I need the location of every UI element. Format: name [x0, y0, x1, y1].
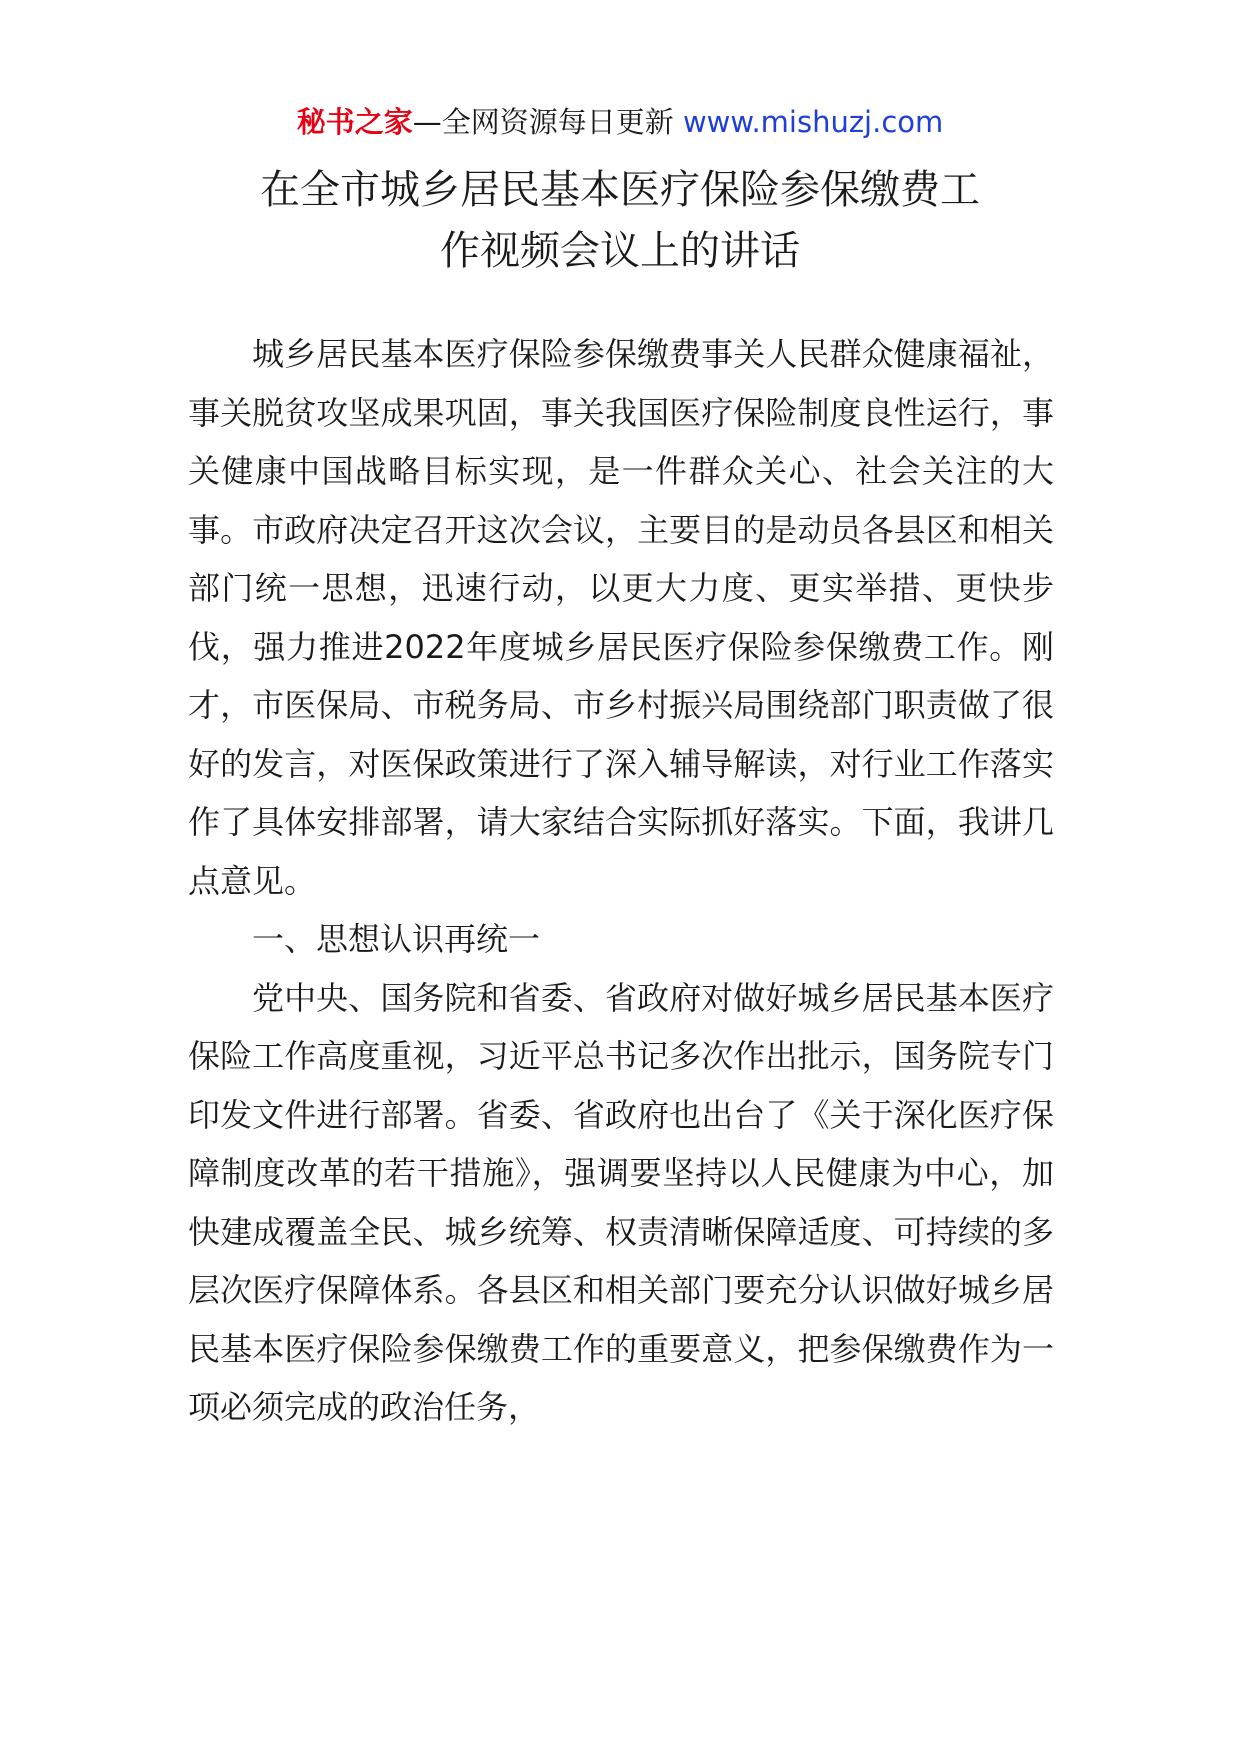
document-body	[188, 325, 1054, 1437]
body-paragraph-intro: 城乡居民基本医疗保险参保缴费事关人民群众健康福祉，事关脱贫攻坚成果巩固，事关我国医疗保险制度良性运行，事关健康中国战略目标实现，是一件群众关心、社会关注的大事。市政府决定召开这次会议，主要目的是动员各县区和相关部门统一思想，迅速行动，以更大力度、更实举措、更快步伐，强力推进2022年度城乡居民医疗保险参保缴费工作。刚才，市医保局、市税务局、市乡村振兴局围绕部门职责做了很好的发言，对医保政策进行了深入辅导解读，对行业工作落实作了具体安排部署，请大家结合实际抓好落实。下面，我讲几点意见。	[188, 335, 1054, 900]
brand-name: 秘书之家	[296, 105, 413, 139]
section-heading-1: 一、思想认识再统一	[252, 920, 541, 958]
body-paragraph-section-1: 党中央、国务院和省委、省政府对做好城乡居民基本医疗保险工作高度重视，习近平总书记多次作出批示，国务院专门印发文件进行部署。省委、省政府也出台了《关于深化医疗保障制度改革的若干措施》，强调要坚持以人民健康为中心，加快建成覆盖全民、城乡统筹、权责清晰保障适度、可持续的多层次医疗保障体系。各县区和相关部门要充分认识做好城乡居民基本医疗保险参保缴费工作的重要意义，把参保缴费作为一项必须完成的政治任务，	[188, 978, 1054, 1426]
site-url-link[interactable]: www.mishuzj.com	[682, 105, 944, 139]
site-header	[0, 102, 1240, 142]
document-title	[185, 160, 1055, 282]
title-line-1: 在全市城乡居民基本医疗保险参保缴费工	[260, 167, 980, 213]
title-line-2: 作视频会议上的讲话	[440, 228, 800, 274]
header-tagline: —全网资源每日更新	[412, 105, 683, 139]
